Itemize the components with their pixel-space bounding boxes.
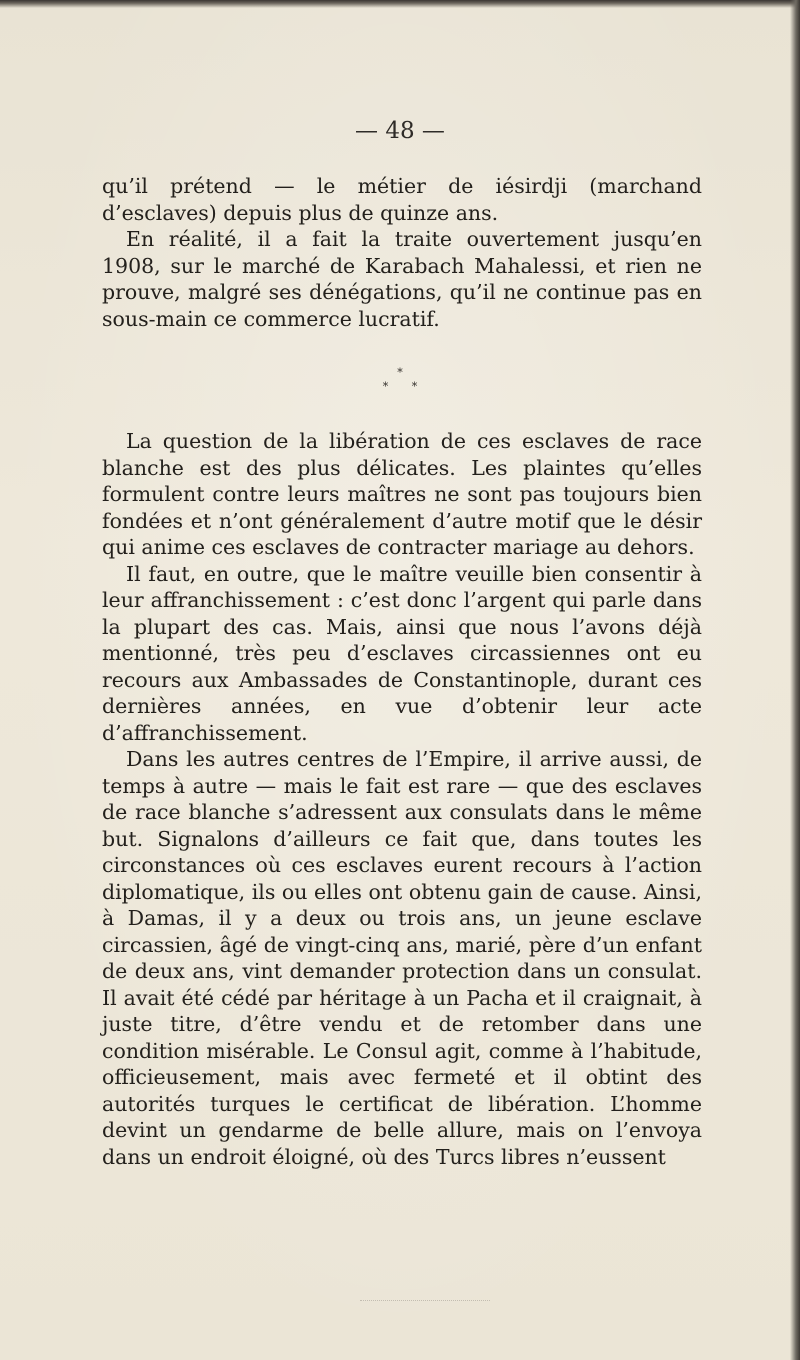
faint-library-stamp [360, 1300, 490, 1323]
page-number: — 48 — [355, 118, 445, 144]
paragraph: qu’il prétend — le métier de iésirdji (marchand d’esclaves) depuis plus de quinze ans. [102, 174, 702, 225]
paragraph: Il faut, en outre, que le maître veuille bien consentir à leur affranchissement : c’est donc l’argent qui parle dans la plupart des cas. Mais, ainsi que nous l’avons déjà mentionné, très peu d’esclaves circassiennes ont eu recours aux Ambassades de Constantinople, durant ces dernières années, en vue d’obtenir leur acte d’affranchissement. [102, 561, 702, 745]
text-block-bottom [102, 428, 702, 1170]
section-separator [0, 366, 800, 394]
page-right-edge [790, 0, 800, 1360]
separator-line-2: * * [382, 380, 428, 393]
separator-line-1: * [397, 366, 403, 379]
paragraph: Dans les autres centres de l’Empire, il arrive aussi, de temps à autre — mais le fait est rare — que des esclaves de race blanche s’adressent aux consulats dans le même but. Signalons d’ailleurs ce fait que, dans toutes les circonstances où ces esclaves eurent recours à l’action diplomatique, ils ou elles ont obtenu gain de cause. Ainsi, à Damas, il y a deux ou trois ans, un jeune esclave circassien, âgé de vingt-cinq ans, marié, père d’un enfant de deux ans, vint demander protection dans un consulat. Il avait été cédé par héritage à un Pacha et il craignait, à juste titre, d’être vendu et de retomber dans une condition misérable. Le Consul agit, comme à l’habitude, officieusement, mais avec fermeté et il obtint des autorités turques le certificat de libération. L’homme devint un gendarme de belle allure, mais on l’envoya dans un endroit éloigné, où des Turcs libres n’eussent [102, 747, 702, 1169]
text-block-top [102, 173, 702, 332]
page-top-edge [0, 0, 800, 8]
paragraph: La question de la libération de ces esclaves de race blanche est des plus délicates. Les plaintes qu’elles formulent contre leurs maîtres ne sont pas toujours bien fondées et n’ont généralement d’autre motif que le désir qui anime ces esclaves de contracter mariage au dehors. [102, 429, 702, 559]
paragraph: En réalité, il a fait la traite ouvertement jusqu’en 1908, sur le marché de Karabach Mahalessi, et rien ne prouve, malgré ses dénégations, qu’il ne continue pas en sous-main ce commerce lucratif. [102, 227, 702, 331]
